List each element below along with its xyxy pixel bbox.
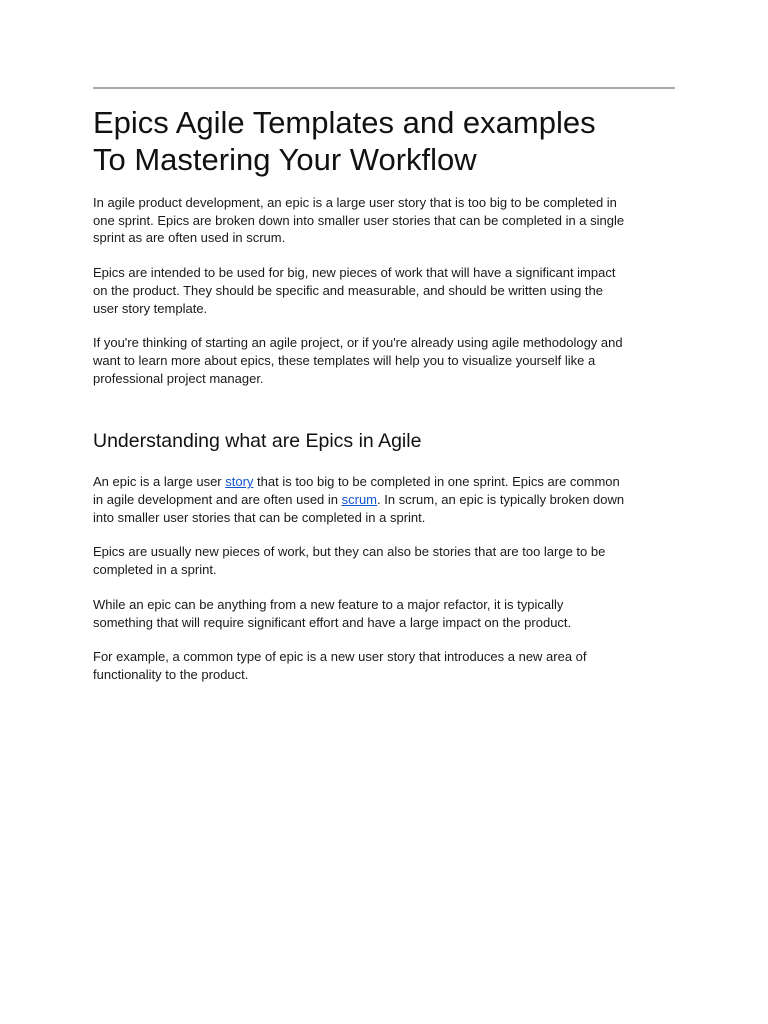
text-line: into smaller user stories that can be completed in a sprint. xyxy=(93,509,426,525)
title-line: Epics Agile Templates and examples xyxy=(93,105,596,140)
text-line: professional project manager. xyxy=(93,370,264,386)
section-paragraph xyxy=(93,473,683,526)
document-body xyxy=(93,104,683,684)
text-line: For example, a common type of epic is a new user story that introduces a new area of xyxy=(93,649,587,665)
scrum-link[interactable]: scrum xyxy=(341,492,378,508)
intro-paragraph xyxy=(93,264,683,317)
text-line: user story template. xyxy=(93,300,208,316)
text-line: something that will require significant effort and have a large impact on the product. xyxy=(93,614,572,630)
top-divider xyxy=(93,87,675,89)
text-line xyxy=(93,491,683,509)
text-line: functionality to the product. xyxy=(93,666,249,682)
text-run: in agile development and are often used in xyxy=(93,492,342,508)
text-line: If you're thinking of starting an agile project, or if you're already using agile methodology and xyxy=(93,335,623,351)
text-line: In agile product development, an epic is a large user story that is too big to be completed in xyxy=(93,195,617,210)
text-line: completed in a sprint. xyxy=(93,562,217,578)
title-line: To Mastering Your Workflow xyxy=(93,142,477,177)
text-line: Epics are usually new pieces of work, but they can also be stories that are too large to be xyxy=(93,544,606,560)
text-line: on the product. They should be specific and measurable, and should be written using the xyxy=(93,282,603,298)
text-line: Epics are intended to be used for big, new pieces of work that will have a significant impact xyxy=(93,265,616,281)
text-run: that is too big to be completed in one sprint. Epics are common xyxy=(253,474,620,490)
text-line xyxy=(93,473,683,491)
section-paragraph xyxy=(93,596,683,631)
intro-paragraph xyxy=(93,334,683,387)
text-line: one sprint. Epics are broken down into smaller user stories that can be completed in a single xyxy=(93,212,625,228)
section-paragraph xyxy=(93,543,683,578)
text-run: An epic is a large user xyxy=(93,474,226,490)
story-link[interactable]: story xyxy=(225,474,254,490)
intro-paragraph xyxy=(93,194,683,247)
text-run: . In scrum, an epic is typically broken down xyxy=(377,492,625,508)
section-heading: Understanding what are Epics in Agile xyxy=(93,430,422,453)
text-line: sprint as are often used in scrum. xyxy=(93,230,286,246)
document-title xyxy=(93,104,683,178)
text-line: While an epic can be anything from a new feature to a major refactor, it is typically xyxy=(93,596,564,612)
text-line: want to learn more about epics, these templates will help you to visualize yourself like a xyxy=(93,352,596,368)
section-paragraph xyxy=(93,648,683,683)
